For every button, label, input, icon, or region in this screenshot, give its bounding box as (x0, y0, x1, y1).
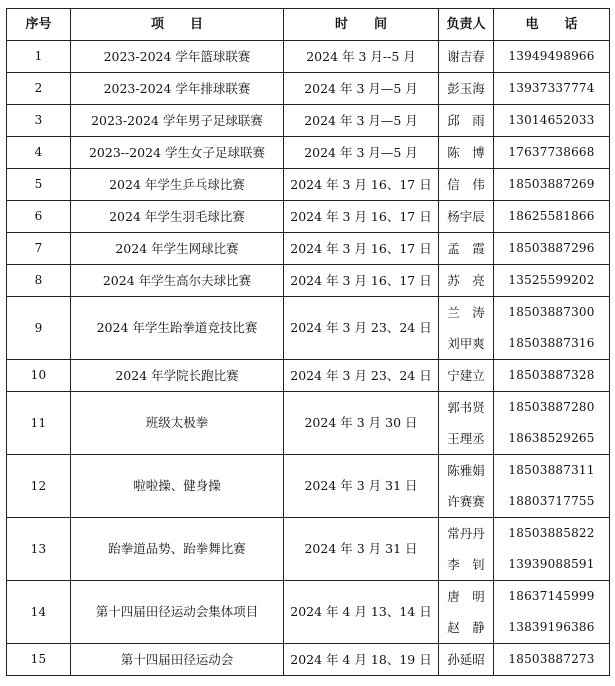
header-no: 序号 (7, 9, 71, 41)
row-phones (494, 41, 610, 73)
row-no: 5 (7, 169, 71, 201)
table-row (7, 297, 610, 360)
row-persons (439, 455, 494, 518)
row-phones (494, 169, 610, 201)
person-name: 苏 亮 (447, 273, 485, 288)
row-no: 3 (7, 105, 71, 137)
phone-number: 18625581866 (508, 209, 595, 223)
phone-number: 18503887300 (508, 305, 595, 319)
row-no: 14 (7, 581, 71, 644)
row-phones (494, 201, 610, 233)
phone-number: 18503887328 (508, 368, 595, 382)
row-project: 第十四届田径运动会 (71, 644, 284, 676)
row-no: 7 (7, 233, 71, 265)
phone-number: 18503887280 (508, 400, 595, 414)
row-project: 2023-2024 学年排球联赛 (71, 73, 284, 105)
phone-number: 18503887316 (508, 336, 595, 350)
row-no: 6 (7, 201, 71, 233)
row-time: 2024 年 3 月—5 月 (284, 73, 439, 105)
table-row (7, 105, 610, 137)
row-persons (439, 518, 494, 581)
person-name: 谢吉春 (447, 49, 485, 64)
row-persons (439, 201, 494, 233)
table-row (7, 455, 610, 518)
row-persons (439, 360, 494, 392)
row-project: 2024 年学生网球比赛 (71, 233, 284, 265)
row-project: 2024 年学生乒乓球比赛 (71, 169, 284, 201)
row-time: 2024 年 3 月 30 日 (284, 392, 439, 455)
person-name: 孙延昭 (447, 652, 485, 667)
row-no: 2 (7, 73, 71, 105)
row-phones (494, 233, 610, 265)
row-time: 2024 年 4 月 18、19 日 (284, 644, 439, 676)
row-time: 2024 年 3 月 16、17 日 (284, 201, 439, 233)
person-name: 兰 涛 (447, 305, 485, 320)
header-row (7, 9, 610, 41)
row-no: 9 (7, 297, 71, 360)
row-phones (494, 455, 610, 518)
row-persons (439, 169, 494, 201)
phone-number: 13525599202 (508, 273, 595, 287)
row-persons (439, 73, 494, 105)
person-name: 信 伟 (447, 177, 485, 192)
row-persons (439, 265, 494, 297)
phone-number: 18637145999 (508, 589, 595, 603)
table-row (7, 201, 610, 233)
row-persons (439, 581, 494, 644)
row-phones (494, 644, 610, 676)
table-row (7, 360, 610, 392)
person-name: 孟 霞 (447, 241, 485, 256)
row-persons (439, 41, 494, 73)
person-name: 赵 静 (447, 620, 485, 635)
schedule-table (6, 8, 610, 676)
header-time: 时 间 (284, 9, 439, 41)
phone-number: 18503887311 (508, 463, 595, 477)
row-project: 跆拳道品势、跆拳舞比赛 (71, 518, 284, 581)
person-name: 杨宇辰 (447, 209, 485, 224)
phone-number: 13949498966 (508, 49, 595, 63)
person-name: 邱 雨 (447, 113, 485, 128)
row-project: 2024 年学院长跑比赛 (71, 360, 284, 392)
header-phone: 电 话 (494, 9, 610, 41)
row-phones (494, 392, 610, 455)
table-row (7, 265, 610, 297)
row-time: 2024 年 3 月—5 月 (284, 137, 439, 169)
table-row (7, 169, 610, 201)
row-time: 2024 年 3 月—5 月 (284, 105, 439, 137)
row-phones (494, 518, 610, 581)
phone-number: 18803717755 (508, 494, 595, 508)
table-row (7, 233, 610, 265)
row-project: 2023-2024 学年篮球联赛 (71, 41, 284, 73)
person-name: 常丹丹 (447, 526, 485, 541)
row-persons (439, 233, 494, 265)
phone-number: 13014652033 (508, 113, 595, 127)
row-phones (494, 360, 610, 392)
table-row (7, 518, 610, 581)
person-name: 唐 明 (447, 589, 485, 604)
row-time: 2024 年 3 月 16、17 日 (284, 169, 439, 201)
table-row (7, 392, 610, 455)
row-phones (494, 581, 610, 644)
person-name: 彭玉海 (447, 81, 485, 96)
phone-number: 18503887273 (508, 652, 595, 666)
person-name: 李 钊 (447, 557, 485, 572)
phone-number: 18638529265 (508, 431, 595, 445)
row-time: 2024 年 3 月 16、17 日 (284, 233, 439, 265)
row-persons (439, 392, 494, 455)
row-phones (494, 265, 610, 297)
row-no: 1 (7, 41, 71, 73)
row-project: 2024 年学生跆拳道竞技比赛 (71, 297, 284, 360)
phone-number: 13937337774 (508, 81, 595, 95)
phone-number: 18503885822 (508, 526, 595, 540)
schedule-document (6, 8, 610, 676)
row-project: 2024 年学生羽毛球比赛 (71, 201, 284, 233)
row-no: 13 (7, 518, 71, 581)
row-project: 2024 年学生高尔夫球比赛 (71, 265, 284, 297)
row-project: 第十四届田径运动会集体项目 (71, 581, 284, 644)
row-persons (439, 105, 494, 137)
row-no: 10 (7, 360, 71, 392)
row-time: 2024 年 3 月--5 月 (284, 41, 439, 73)
row-persons (439, 297, 494, 360)
row-no: 8 (7, 265, 71, 297)
row-no: 4 (7, 137, 71, 169)
row-phones (494, 73, 610, 105)
row-no: 15 (7, 644, 71, 676)
person-name: 陈 博 (447, 145, 485, 160)
row-phones (494, 105, 610, 137)
person-name: 郭书贤 (447, 400, 485, 415)
table-row (7, 73, 610, 105)
row-phones (494, 297, 610, 360)
phone-number: 18503887296 (508, 241, 595, 255)
row-project: 班级太极拳 (71, 392, 284, 455)
row-project: 2023--2024 学生女子足球联赛 (71, 137, 284, 169)
person-name: 陈雅娟 (447, 463, 485, 478)
row-no: 11 (7, 392, 71, 455)
person-name: 宁建立 (447, 368, 485, 383)
person-name: 许赛赛 (447, 494, 485, 509)
table-body (7, 41, 610, 676)
table-row (7, 581, 610, 644)
row-time: 2024 年 3 月 16、17 日 (284, 265, 439, 297)
phone-number: 18503887269 (508, 177, 595, 191)
person-name: 刘甲爽 (447, 336, 485, 351)
header-project: 项 目 (71, 9, 284, 41)
row-time: 2024 年 4 月 13、14 日 (284, 581, 439, 644)
table-row (7, 137, 610, 169)
header-person: 负责人 (439, 9, 494, 41)
row-time: 2024 年 3 月 31 日 (284, 455, 439, 518)
row-no: 12 (7, 455, 71, 518)
row-time: 2024 年 3 月 23、24 日 (284, 360, 439, 392)
row-persons (439, 644, 494, 676)
row-persons (439, 137, 494, 169)
row-phones (494, 137, 610, 169)
phone-number: 13839196386 (508, 620, 595, 634)
table-row (7, 41, 610, 73)
phone-number: 17637738668 (508, 145, 595, 159)
row-time: 2024 年 3 月 31 日 (284, 518, 439, 581)
row-project: 2023-2024 学年男子足球联赛 (71, 105, 284, 137)
row-time: 2024 年 3 月 23、24 日 (284, 297, 439, 360)
row-project: 啦啦操、健身操 (71, 455, 284, 518)
phone-number: 13939088591 (508, 557, 595, 571)
table-row (7, 644, 610, 676)
person-name: 王理丞 (447, 431, 485, 446)
